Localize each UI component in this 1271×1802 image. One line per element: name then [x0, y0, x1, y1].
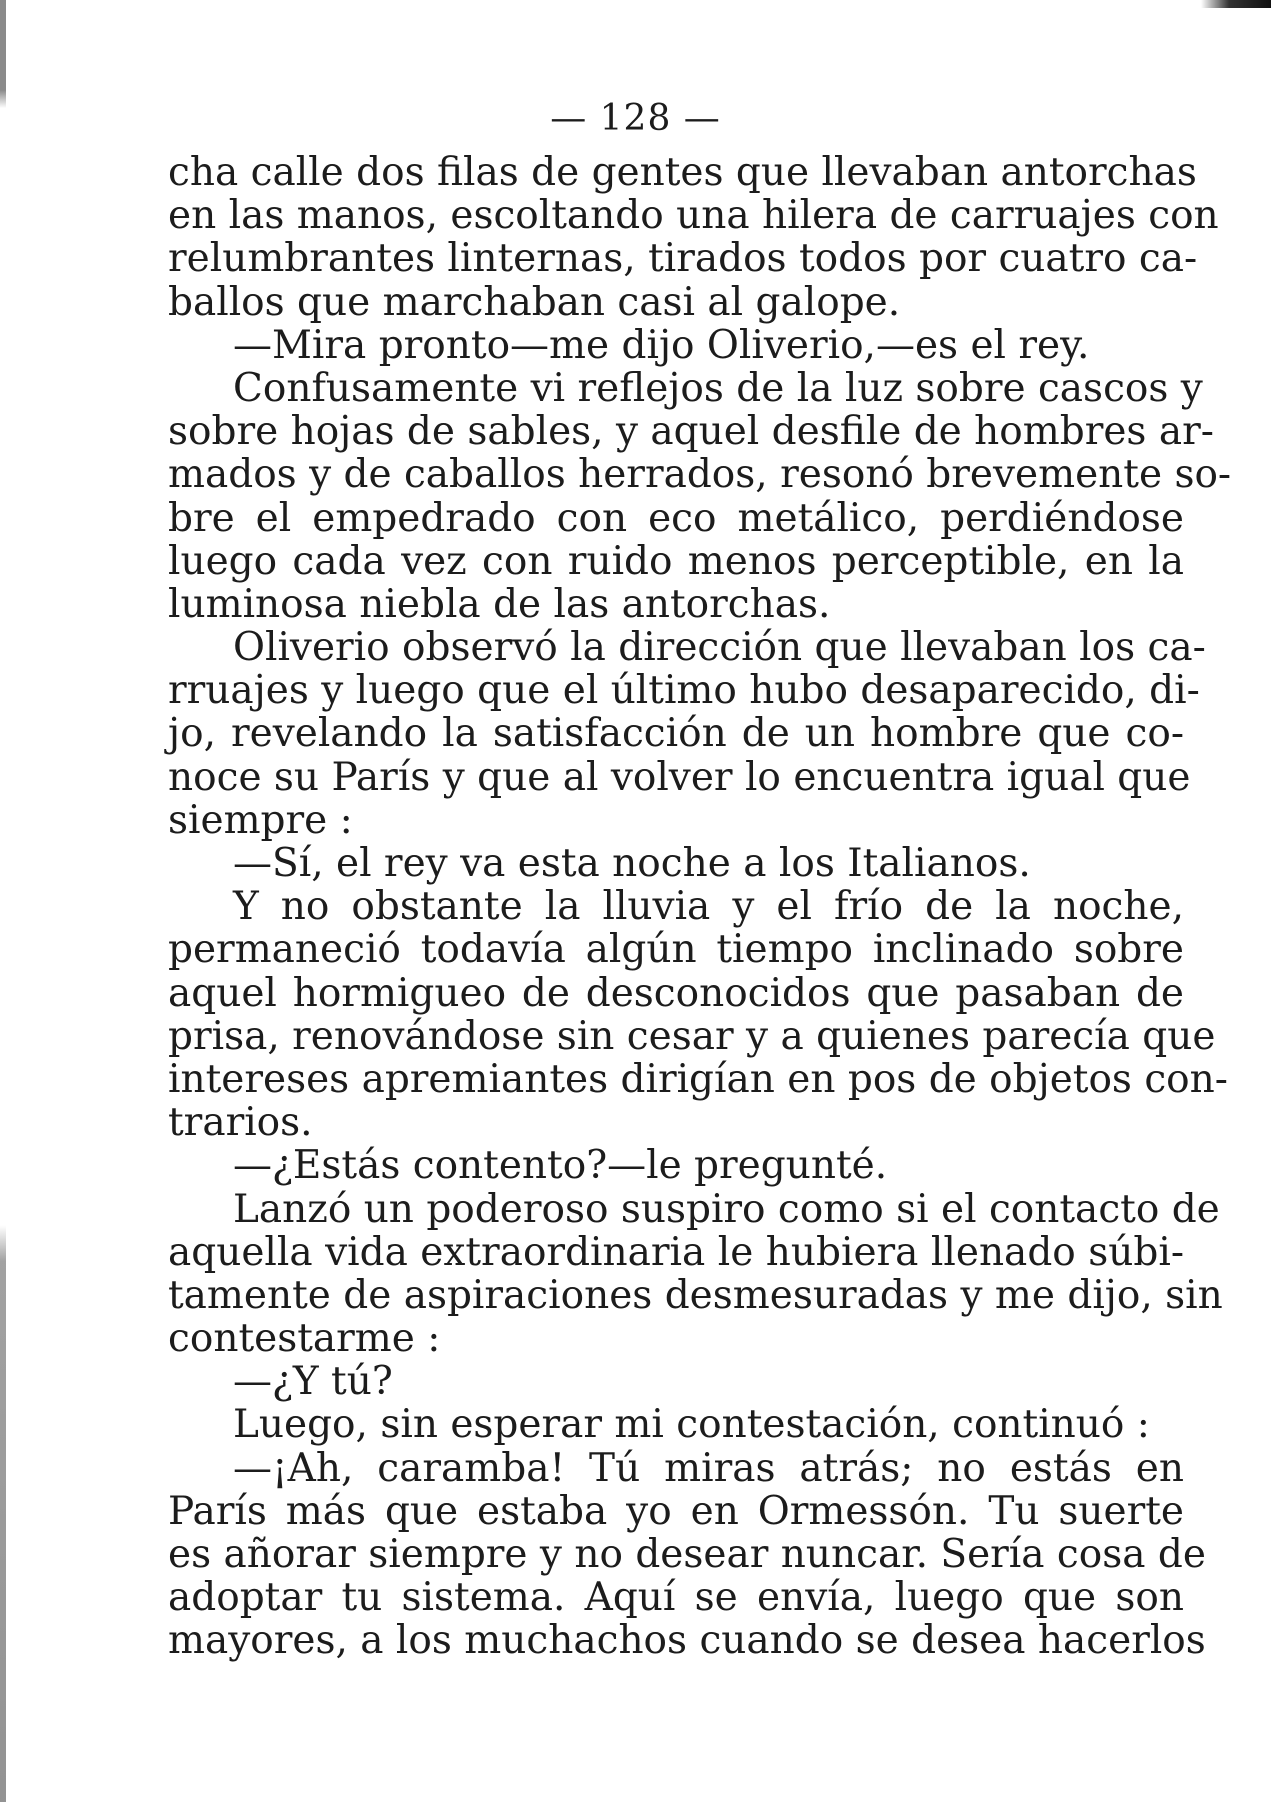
text-line: —¿Y tú?	[233, 1359, 393, 1405]
text-line: relumbrantes linternas, tirados todos por cuatro ca-	[168, 236, 1198, 282]
text-line: noce su París y que al volver lo encuentra igual que	[168, 754, 1191, 800]
text-line: prisa, renovándose sin cesar y a quienes parecía que	[168, 1013, 1216, 1059]
text-line: mados y de caballos herrados, resonó brevemente so-	[168, 452, 1232, 498]
text-line: ballos que marchaban casi al galope.	[168, 279, 901, 325]
text-line: —Mira pronto—me dijo Oliverio,—es el rey.	[233, 322, 1090, 368]
text-line: permaneció todavía algún tiempo inclinado sobre	[168, 927, 1184, 973]
text-line: París más que estaba yo en Ormessón. Tu suerte	[168, 1488, 1184, 1534]
text-line: bre el empedrado con eco metálico, perdiéndose	[168, 495, 1184, 541]
text-line: trarios.	[168, 1100, 313, 1146]
text-line: Lanzó un poderoso suspiro como si el contacto de	[233, 1186, 1220, 1232]
text-line: aquella vida extraordinaria le hubiera llenado súbi-	[168, 1229, 1184, 1275]
text-line: jo, revelando la satisfacción de un hombre que co-	[168, 711, 1184, 757]
scan-edge-left	[0, 0, 6, 1802]
text-line: luminosa niebla de las antorchas.	[168, 581, 831, 627]
text-line: tamente de aspiraciones desmesuradas y me dijo, sin	[168, 1272, 1223, 1318]
text-line: en las manos, escoltando una hilera de carruajes con	[168, 193, 1219, 239]
text-line: Y no obstante la lluvia y el frío de la noche,	[233, 884, 1184, 930]
page-number-header: — 128 —	[550, 98, 721, 139]
text-line: luego cada vez con ruido menos perceptible, en la	[168, 538, 1184, 584]
text-line: aquel hormigueo de desconocidos que pasaban de	[168, 970, 1184, 1016]
text-line: mayores, a los muchachos cuando se desea hacerlos	[168, 1618, 1206, 1664]
text-line: rruajes y luego que el último hubo desaparecido, di-	[168, 668, 1200, 714]
text-line: cha calle dos filas de gentes que llevaban antorchas	[168, 150, 1197, 195]
text-line: adoptar tu sistema. Aquí se envía, luego que son	[168, 1575, 1184, 1621]
text-line: —Sí, el rey va esta noche a los Italianos.	[233, 841, 1031, 886]
text-line: Luego, sin esperar mi contestación, continuó :	[233, 1402, 1150, 1448]
text-line: intereses apremiantes dirigían en pos de objetos con-	[168, 1056, 1228, 1102]
text-line: contestarme :	[168, 1316, 441, 1362]
text-line: es añorar siempre y no desear nuncar. Sería cosa de	[168, 1532, 1206, 1577]
text-line: Confusamente vi reflejos de la luz sobre cascos y	[233, 365, 1203, 411]
text-line: —¿Estás contento?—le pregunté.	[233, 1143, 888, 1189]
body-text	[168, 150, 1232, 1664]
text-line: Oliverio observó la dirección que llevaban los ca-	[233, 625, 1206, 671]
scan-edge-top-right	[1201, 0, 1271, 8]
text-line: siempre :	[168, 797, 353, 843]
text-line: sobre hojas de sables, y aquel desfile de hombres ar-	[168, 409, 1214, 455]
text-line: —¡Ah, caramba! Tú miras atrás; no estás en	[233, 1445, 1184, 1491]
